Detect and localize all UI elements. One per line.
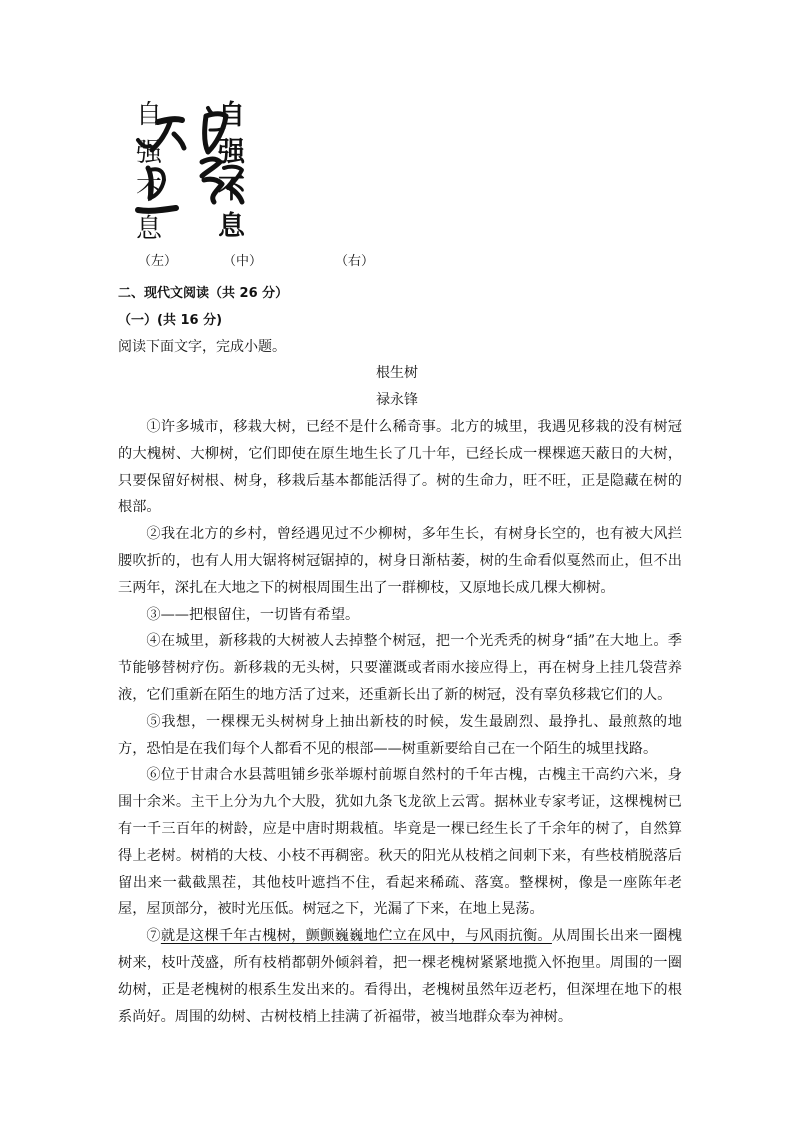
calligraphy-char: 息	[218, 211, 245, 242]
paragraph-7	[118, 923, 682, 1030]
calligraphy-left	[136, 102, 162, 248]
calligraphy-char: 强	[218, 137, 245, 168]
caption-middle: （中）	[223, 254, 263, 269]
calligraphy-figure	[130, 100, 420, 270]
article-author: 禄永锋	[376, 392, 418, 408]
calligraphy-char: 自	[218, 100, 245, 131]
calligraphy-char: 不	[136, 176, 163, 206]
section-heading: 二、现代文阅读（共 26 分）	[118, 286, 289, 301]
calligraphy-char: 息	[136, 214, 163, 244]
section-subheading: （一）(共 16 分)	[118, 313, 223, 328]
paragraph: ②我在北方的乡村，曾经遇见过不少柳树，多年生长，有树身长空的，也有被大风拦腰吹折的，也有人用大锯将树冠锯掉的，树身日渐枯萎，树的生命看似戛然而止，但不出三两年，深扎在大地之下的树根周围生出了一群柳枝，又原地长成几棵大柳树。	[118, 526, 682, 596]
calligraphy-char: 强	[136, 138, 163, 168]
calligraphy-char: 不	[218, 174, 245, 205]
caption-right: （右）	[335, 254, 375, 269]
paragraph: ⑤我想，一棵棵无头树树身上抽出新枝的时候，发生最剧烈、最挣扎、最煎熬的地方，恐怕是在我们每个人都看不见的根部——树重新要给自己在一个陌生的城里找路。	[118, 713, 682, 757]
paragraph-rest: 从周围长出来一圈槐树来，枝叶茂盛，所有枝梢都朝外倾斜着，把一棵老槐树紧紧地揽入怀抱里。周围的一圈幼树，正是老槐树的根系生发出来的。看得出，老槐树虽然年迈老朽，但深埋在地下的根系尚好。周围的幼树、古树枝梢上挂满了祈福带，被当地群众奉为神树。	[118, 928, 682, 1025]
article-body	[118, 414, 682, 1030]
calligraphy-char: 自	[136, 100, 163, 130]
caption-left: （左）	[138, 254, 178, 269]
paragraph: ④在城里，新移栽的大树被人去掉整个树冠，把一个光秃秃的树身“插”在大地上。季节能够替树疗伤。新移栽的无头树，只要灌溉或者雨水接应得上，再在树身上挂几袋营养液，它们重新在陌生的地方活了过来，还重新长出了新的树冠，没有辜负移栽它们的人。	[118, 633, 682, 703]
underlined-sentence: 就是这棵千年古槐树，颤颤巍巍地伫立在风中，与风雨抗衡。	[160, 928, 552, 945]
reading-instruction: 阅读下面文字，完成小题。	[118, 339, 286, 355]
paragraph: ⑥位于甘肃合水县蒿咀铺乡张举塬村前塬自然村的千年古槐，古槐主干高约六米，身围十余米。主干上分为九个大股，犹如九条飞龙欲上云霄。据林业专家考证，这棵槐树已有一千三百年的树龄，应是中唐时期栽植。毕竟是一棵已经生长了千余年的树了，自然算得上老树。树梢的大枝、小枝不再稠密。秋天的阳光从枝梢之间刺下来，有些枝梢脱落后留出来一截截黑茬，其他枝叶遮挡不住，看起来稀疏、落寞。整棵树，像是一座陈年老屋，屋顶部分，被时光压低。树冠之下，光漏了下来，在地上晃荡。	[118, 767, 682, 918]
paragraph-number: ⑦	[146, 928, 161, 945]
paragraph: ①许多城市，移栽大树，已经不是什么稀奇事。北方的城里，我遇见移栽的没有树冠的大槐树、大柳树，它们即使在原生地生长了几十年，已经长成一棵棵遮天蔽日的大树，只要保留好树根、树身，移栽后基本都能活得了。树的生命力，旺不旺，正是隐藏在树的根部。	[118, 419, 682, 516]
article-title: 根生树	[376, 365, 418, 381]
paragraph: ③——把根留住，一切皆有希望。	[146, 606, 360, 623]
calligraphy-middle	[218, 102, 245, 245]
